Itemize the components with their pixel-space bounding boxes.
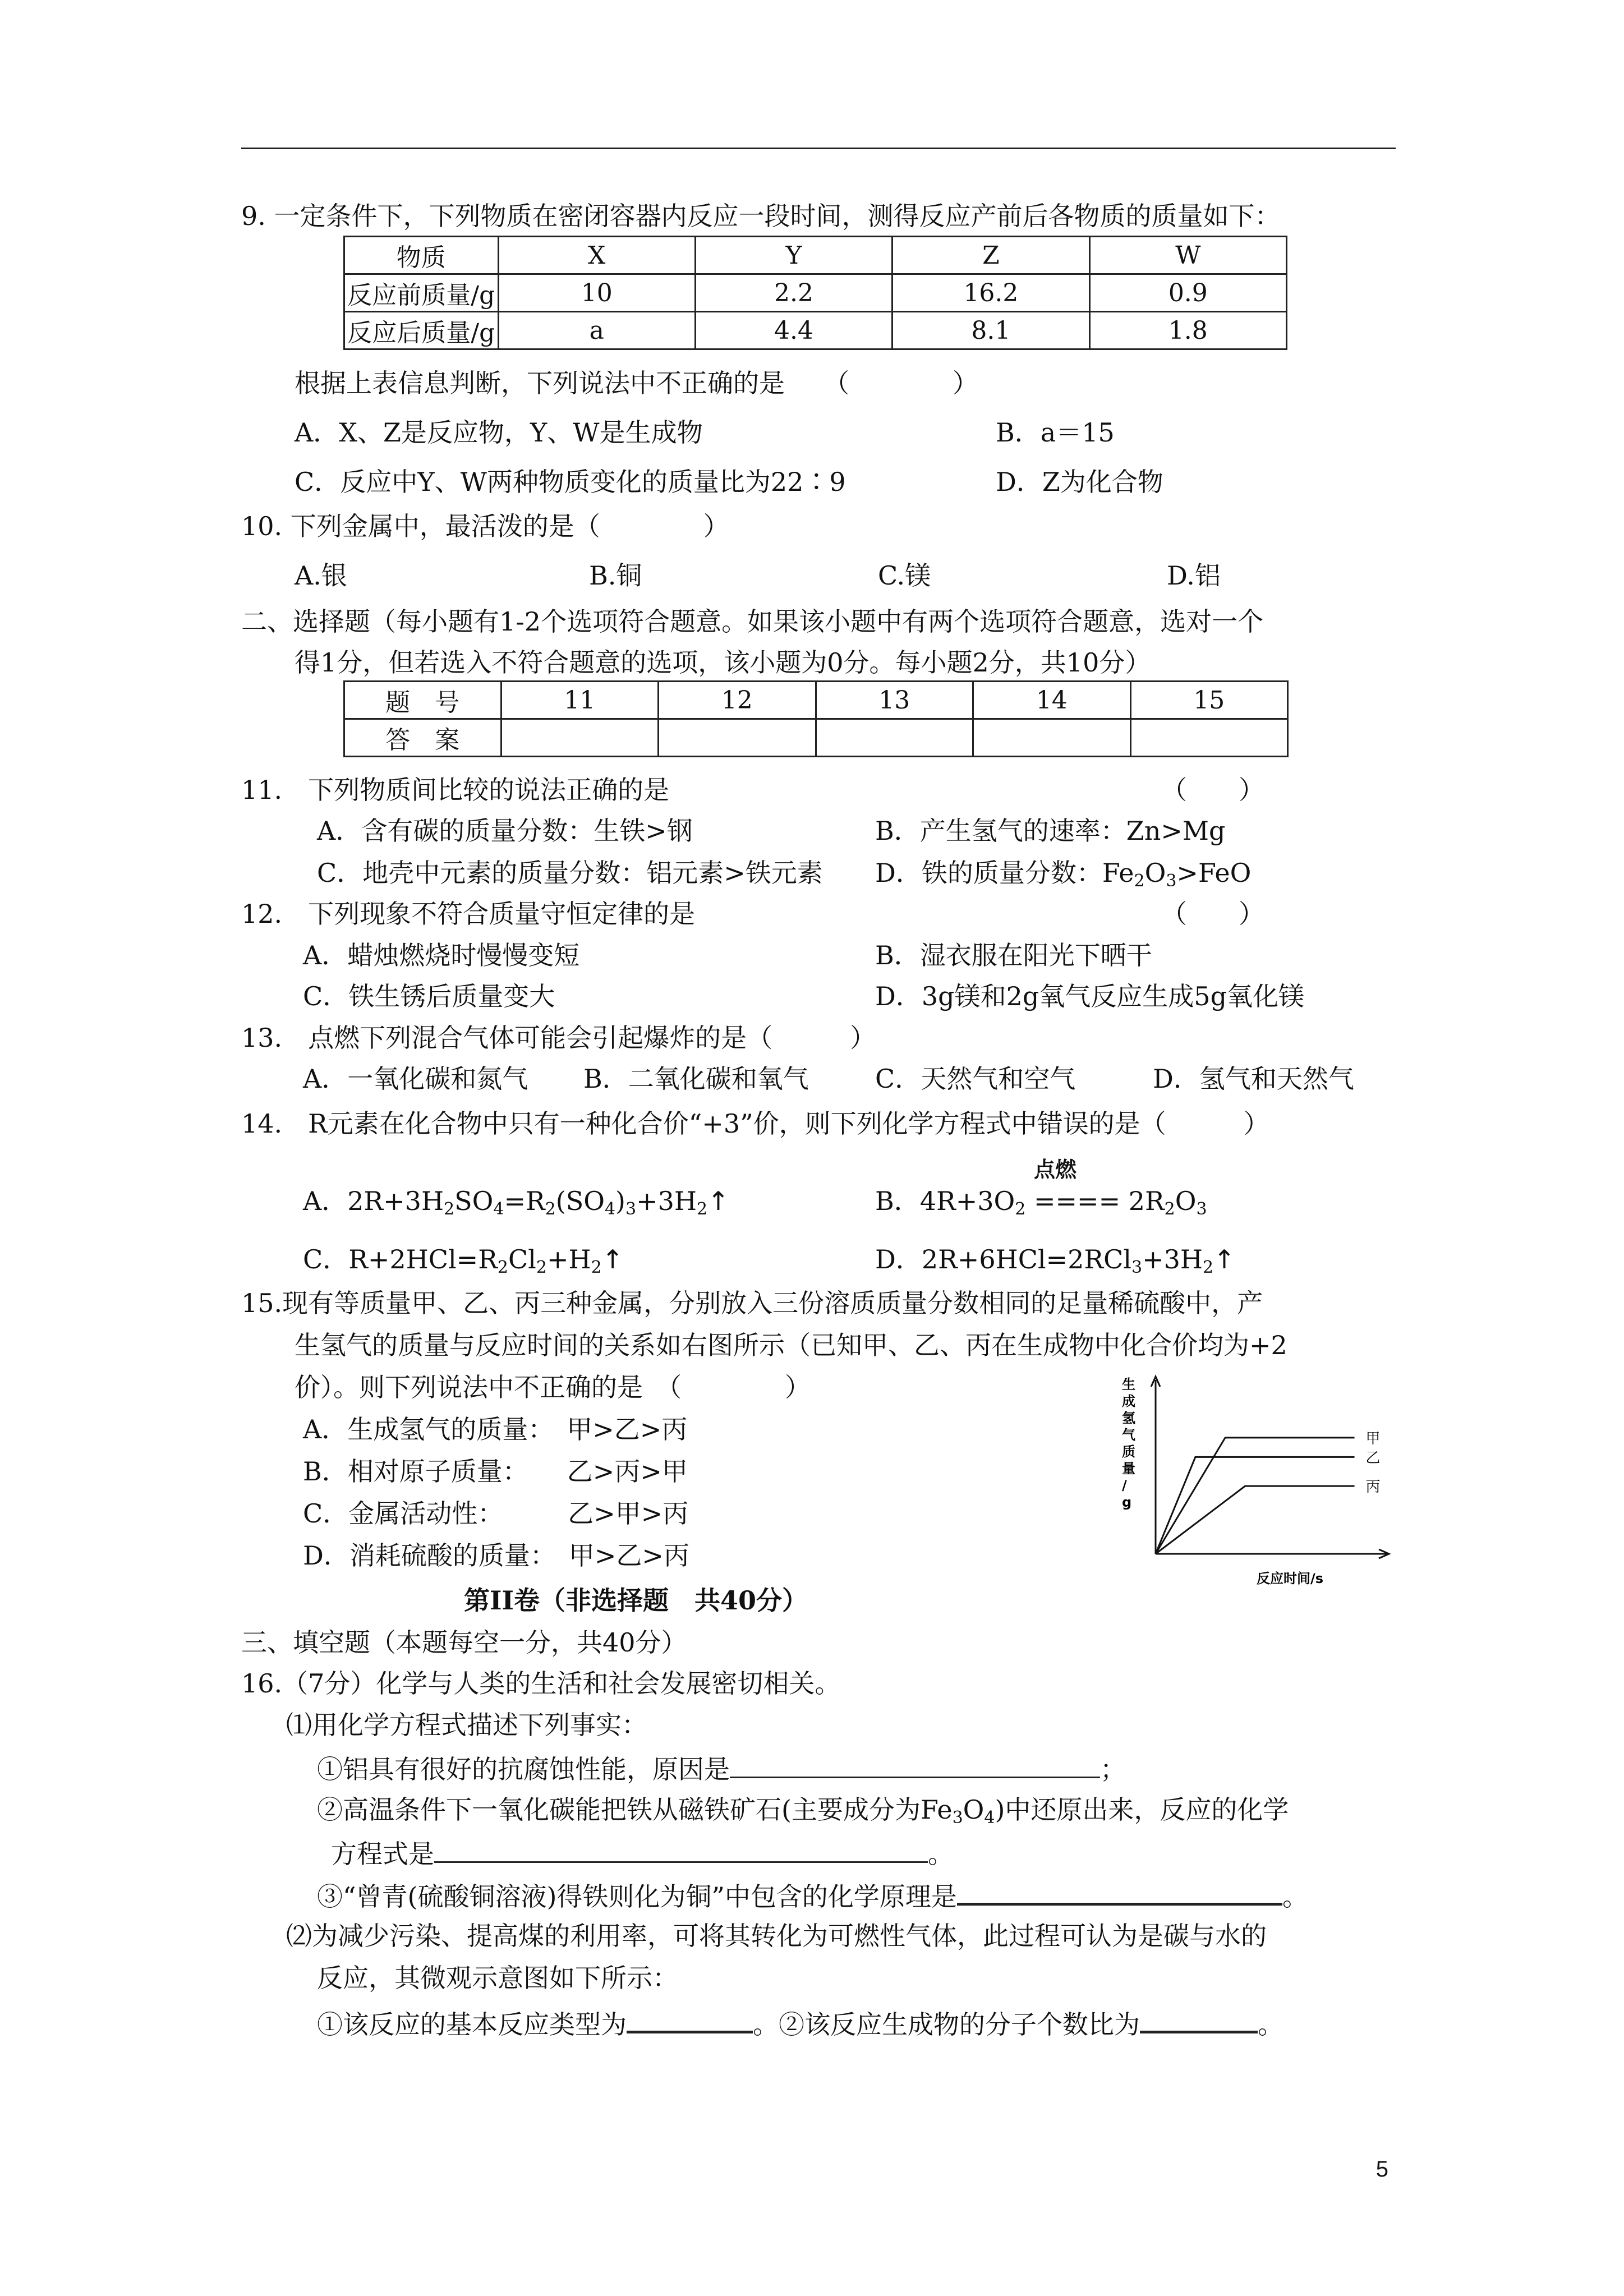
- q9-cell: 反应后质量/g: [344, 312, 499, 349]
- q15-line2: 生氢气的质量与反应时间的关系如右图所示（已知甲、乙、丙在生成物中化合价均为+2: [295, 1330, 1287, 1360]
- q15-option-b: B．相对原子质量： 乙>丙>甲: [303, 1456, 688, 1487]
- q11-option-b: B．产生氢气的速率：Zn>Mg: [875, 816, 1226, 846]
- answer-blank[interactable]: [434, 1839, 928, 1863]
- table-row: [344, 682, 1288, 719]
- answer-table: [343, 680, 1289, 757]
- q9-cell: 4.4: [695, 312, 892, 349]
- x-axis-label: 反应时间/s: [1257, 1571, 1324, 1586]
- q11-option-d: D．铁的质量分数：$Fe_2O_3>FeO$: [875, 858, 1252, 891]
- y-axis-label-char: 质: [1122, 1444, 1135, 1460]
- q9-header-cell: X: [498, 237, 695, 274]
- table-row: [344, 274, 1287, 312]
- y-axis-label-char: 生: [1122, 1377, 1135, 1392]
- q9-cell: 16.2: [892, 274, 1089, 312]
- q11-option-a: A．含有碳的质量分数：生铁>钢: [317, 816, 693, 846]
- series-label: 丙: [1365, 1479, 1381, 1496]
- y-axis-label-char: 氢: [1122, 1410, 1135, 1426]
- q15-line1: 15.现有等质量甲、乙、丙三种金属，分别放入三份溶质质量分数相同的足量稀硫酸中，产: [241, 1288, 1263, 1318]
- q11-stem: 11. 下列物质间比较的说法正确的是: [241, 775, 670, 805]
- q9-option-b: B．a＝15: [996, 417, 1115, 448]
- q13-option-d: D．氢气和天然气: [1153, 1064, 1354, 1094]
- q10-stem: 10. 下列金属中，最活泼的是（ ）: [241, 511, 729, 541]
- series-line: [1156, 1486, 1355, 1554]
- q16-part1-item2-line2: 方程式是 。: [331, 1839, 954, 1869]
- reaction-condition: 点燃 ====: [1033, 1157, 1121, 1216]
- q9-header-cell: Z: [892, 237, 1089, 274]
- table-row: [344, 719, 1288, 757]
- answer-blank[interactable]: [957, 1880, 1282, 1906]
- part2-title: 第II卷（非选择题 共40分）: [464, 1585, 808, 1616]
- q12-option-d: D．3g镁和2g氧气反应生成5g氧化镁: [875, 981, 1305, 1011]
- q9-table-header: [344, 237, 1287, 274]
- page-number: 5: [1375, 2157, 1388, 2182]
- q9-option-a: A．X、Z是反应物，Y、W是生成物: [295, 417, 703, 448]
- q14-option-c: C．$R+2HCl=R_2Cl_2+H_2↑$: [303, 1244, 624, 1277]
- answer-blank[interactable]: [730, 1754, 1100, 1778]
- q11-answer-paren: （ ）: [1161, 775, 1264, 805]
- answer-cell[interactable]: [659, 719, 816, 757]
- q12-option-c: C．铁生锈后质量变大: [303, 981, 555, 1011]
- answer-cell[interactable]: [1130, 719, 1288, 757]
- answer-table-header: 题 号: [344, 682, 502, 719]
- y-axis-label-char: /: [1122, 1478, 1127, 1493]
- q13-option-b: B．二氧化碳和氧气: [583, 1064, 809, 1094]
- answer-cell[interactable]: [973, 719, 1130, 757]
- q9-cell: 0.9: [1089, 274, 1286, 312]
- q14-option-b: B．$4R+3O_2$ 点燃 ==== $2R_2O_3$: [875, 1157, 1207, 1219]
- section2-line1: 二、选择题（每小题有1-2个选项符合题意。如果该小题中有两个选项符合题意，选对一个: [241, 606, 1264, 637]
- series-label: 乙: [1365, 1450, 1381, 1467]
- plot-area: [1151, 1377, 1389, 1558]
- series-line: [1156, 1438, 1355, 1554]
- q12-stem: 12. 下列现象不符合质量守恒定律的是: [241, 899, 696, 929]
- q16-part2-questions: ①该反应的基本反应类型为 。②该反应生成物的分子个数比为 。: [317, 2009, 1283, 2040]
- q16-part1-item2: ②高温条件下一氧化碳能把铁从磁铁矿石(主要成分为$Fe_3O_4$)中还原出来，反应的化学: [317, 1795, 1289, 1828]
- q9-header-cell: W: [1089, 237, 1286, 274]
- answer-blank[interactable]: [1140, 2008, 1258, 2033]
- q9-cell: 1.8: [1089, 312, 1286, 349]
- q13-option-c: C．天然气和空气: [875, 1064, 1076, 1094]
- y-axis-label-char: 量: [1122, 1461, 1135, 1476]
- q9-question: 根据上表信息判断，下列说法中不正确的是 （ ）: [295, 368, 978, 398]
- q16-stem: 16.（7分）化学与人类的生活和社会发展密切相关。: [241, 1668, 841, 1699]
- y-axis-label-char: g: [1122, 1494, 1132, 1510]
- answer-blank[interactable]: [627, 2008, 753, 2033]
- q15-option-a: A．生成氢气的质量： 甲>乙>丙: [303, 1414, 688, 1444]
- q9-table: [343, 236, 1287, 350]
- q16-part1: ⑴用化学方程式描述下列事实：: [286, 1710, 647, 1740]
- q9-cell: 2.2: [695, 274, 892, 312]
- q10-option-c: C.镁: [878, 560, 931, 591]
- q14-stem: 14. R元素在化合物中只有一种化合价“+3”价，则下列化学方程式中错误的是（ ）: [241, 1108, 1269, 1139]
- q9-header-cell: 物质: [344, 237, 499, 274]
- series-label: 甲: [1365, 1430, 1381, 1447]
- q9-option-c: C．反应中Y、W两种物质变化的质量比为22∶9: [295, 467, 846, 497]
- q11-option-c: C．地壳中元素的质量分数：铝元素>铁元素: [317, 858, 823, 888]
- answer-table-header: 15: [1130, 682, 1288, 719]
- q10-option-a: A.银: [295, 560, 347, 591]
- answer-cell[interactable]: [501, 719, 658, 757]
- q9-cell: 反应前质量/g: [344, 274, 499, 312]
- q14-option-a: A．$2R+3H_2SO_4=R_2(SO_4)_3+3H_2↑$: [303, 1186, 729, 1219]
- q9-header-cell: Y: [695, 237, 892, 274]
- q13-stem: 13. 点燃下列混合气体可能会引起爆炸的是（ ）: [241, 1023, 876, 1053]
- q12-answer-paren: （ ）: [1161, 899, 1264, 929]
- table-row: [344, 312, 1287, 349]
- hydrogen-mass-chart: [1111, 1374, 1402, 1588]
- answer-cell[interactable]: [816, 719, 973, 757]
- q12-option-a: A．蜡烛燃烧时慢慢变短: [303, 940, 580, 970]
- y-axis-label: [1122, 1377, 1135, 1510]
- y-axis-label-char: 成: [1122, 1393, 1135, 1409]
- answer-table-header: 13: [816, 682, 973, 719]
- answer-table-label: 答 案: [344, 719, 502, 757]
- answer-table-header: 14: [973, 682, 1130, 719]
- q16-part1-item1: ①铝具有很好的抗腐蚀性能，原因是 ；: [317, 1754, 1126, 1784]
- header-rule: [241, 148, 1396, 149]
- answer-table-header: 11: [501, 682, 658, 719]
- section3-title: 三、填空题（本题每空一分，共40分）: [241, 1627, 687, 1658]
- q16-part2-line1: ⑵为减少污染、提高煤的利用率，可将其转化为可燃性气体，此过程可认为是碳与水的: [286, 1921, 1267, 1951]
- q15-option-d: D．消耗硫酸的质量： 甲>乙>丙: [303, 1540, 689, 1571]
- y-axis-label-char: 气: [1122, 1427, 1135, 1443]
- q15-option-c: C．金属活动性： 乙>甲>丙: [303, 1498, 689, 1529]
- q16-part1-item3: ③“曾青(硫酸铜溶液)得铁则化为铜”中包含的化学原理是 。: [317, 1881, 1308, 1912]
- q14-option-d: D．$2R+6HCl=2RCl_3+3H_2↑$: [875, 1244, 1235, 1277]
- section2-line2: 得1分，但若选入不符合题意的选项，该小题为0分。每小题2分，共10分）: [295, 647, 1151, 678]
- q9-cell: 8.1: [892, 312, 1089, 349]
- q10-option-b: B.铜: [589, 560, 642, 591]
- answer-table-header: 12: [659, 682, 816, 719]
- q9-cell: a: [498, 312, 695, 349]
- q13-option-a: A．一氧化碳和氮气: [303, 1064, 528, 1094]
- q15-line3: 价）。则下列说法中不正确的是 （ ）: [295, 1372, 811, 1402]
- q16-part2-line2: 反应，其微观示意图如下所示：: [317, 1963, 678, 1993]
- q9-stem: 9. 一定条件下，下列物质在密闭容器内反应一段时间，测得反应产前后各物质的质量如下：: [241, 201, 1281, 231]
- q10-option-d: D.铝: [1167, 560, 1221, 591]
- q9-option-d: D．Z为化合物: [996, 467, 1163, 497]
- q9-cell: 10: [498, 274, 695, 312]
- q12-option-b: B．湿衣服在阳光下晒干: [875, 940, 1152, 970]
